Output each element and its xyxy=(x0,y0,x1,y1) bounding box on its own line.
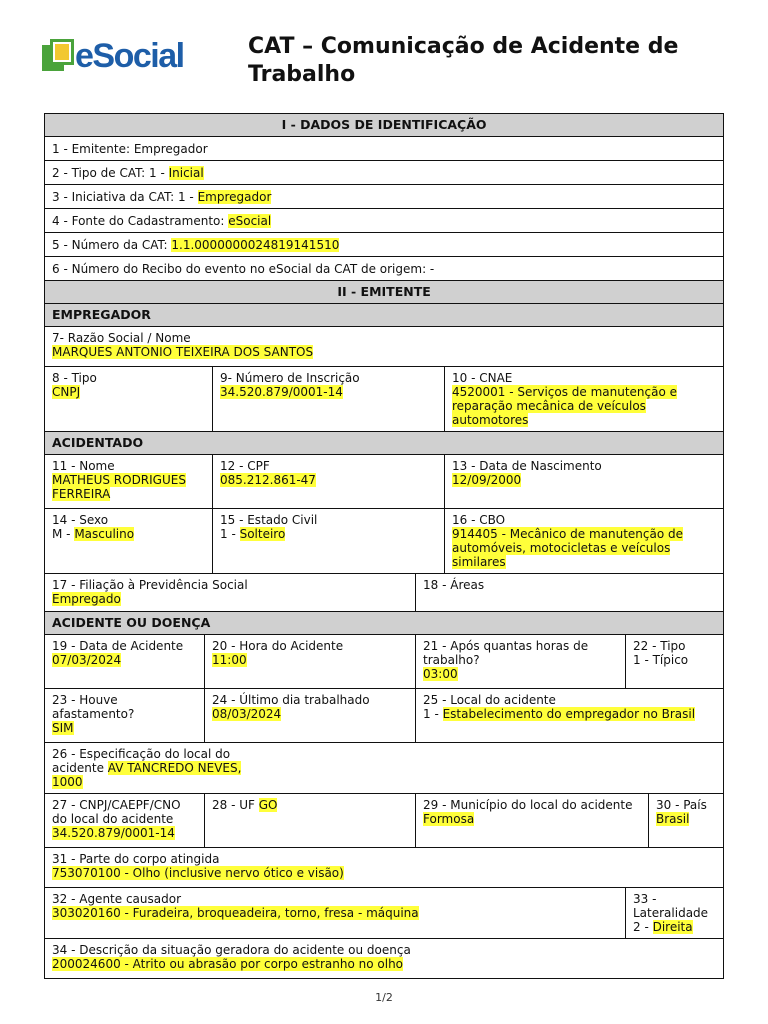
field-cnpj-local: 27 - CNPJ/CAEPF/CNO do local do acidente 34.520.879/0001-14 xyxy=(45,794,205,848)
data-acidente-value: 07/03/2024 xyxy=(52,653,122,667)
numero-cat-value: 1.1.0000000024819141510 xyxy=(171,238,340,252)
field-areas: 18 - Áreas xyxy=(416,574,724,612)
especificacao-local-value: AV TANCREDO NEVES, 1000 xyxy=(52,761,242,789)
subsection-acidente: ACIDENTE OU DOENÇA xyxy=(45,612,724,635)
field-especificacao-local: 26 - Especificação do local do acidente AV TANCREDO NEVES, 1000 xyxy=(45,743,724,794)
parte-corpo-value: 753070100 - Olho (inclusive nervo ótico e visão) xyxy=(52,866,344,880)
field-cpf: 12 - CPF 085.212.861-47 xyxy=(213,455,445,509)
page-title: CAT – Comunicação de Acidente de Trabalho xyxy=(248,34,679,87)
tipo-cat-value: Inicial xyxy=(168,166,204,180)
field-recibo: 6 - Número do Recibo do evento no eSocial da CAT de origem: - xyxy=(45,257,724,281)
numero-inscricao-value: 34.520.879/0001-14 xyxy=(220,385,343,399)
field-data-acidente: 19 - Data de Acidente 07/03/2024 xyxy=(45,635,205,689)
pais-value: Brasil xyxy=(656,812,690,826)
field-pais: 30 - País Brasil xyxy=(649,794,724,848)
esocial-logo-icon xyxy=(42,39,74,73)
cnpj-local-value: 34.520.879/0001-14 xyxy=(52,826,175,840)
field-cnae: 10 - CNAE 4520001 - Serviços de manutenção e reparação mecânica de veículos automotores xyxy=(445,367,724,432)
field-razao-social: 7- Razão Social / Nome MARQUES ANTONIO TEIXEIRA DOS SANTOS xyxy=(45,327,724,367)
field-hora-acidente: 20 - Hora do Acidente 11:00 xyxy=(205,635,416,689)
tipo-inscricao-value: CNPJ xyxy=(52,385,81,399)
lateralidade-value: Direita xyxy=(652,920,693,934)
fonte-value: eSocial xyxy=(228,214,272,228)
horas-trabalho-value: 03:00 xyxy=(423,667,458,681)
field-local-acidente: 25 - Local do acidente 1 - Estabelecimento do empregador no Brasil xyxy=(416,689,724,743)
field-filiacao: 17 - Filiação à Previdência Social Empregado xyxy=(45,574,416,612)
iniciativa-value: Empregador xyxy=(197,190,272,204)
section-identificacao: I - DADOS DE IDENTIFICAÇÃO xyxy=(45,114,724,137)
razao-social-value: MARQUES ANTONIO TEIXEIRA DOS SANTOS xyxy=(52,345,314,359)
cbo-value: 914405 - Mecânico de manutenção de automóveis, motocicletas e veículos similares xyxy=(452,527,684,569)
municipio-value: Formosa xyxy=(423,812,475,826)
field-data-nascimento: 13 - Data de Nascimento 12/09/2000 xyxy=(445,455,724,509)
field-iniciativa: 3 - Iniciativa da CAT: 1 - Empregador xyxy=(45,185,724,209)
field-cbo: 16 - CBO 914405 - Mecânico de manutenção de automóveis, motocicletas e veículos similares xyxy=(445,509,724,574)
estado-civil-value: Solteiro xyxy=(239,527,286,541)
section-emitente: II - EMITENTE xyxy=(45,281,724,304)
descricao-value: 200024600 - Atrito ou abrasão por corpo estranho no olho xyxy=(52,957,404,971)
field-sexo: 14 - Sexo M - Masculino xyxy=(45,509,213,574)
field-agente-causador: 32 - Agente causador 303020160 - Furadeira, broqueadeira, torno, fresa - máquina xyxy=(45,888,626,939)
filiacao-value: Empregado xyxy=(52,592,121,606)
ultimo-dia-value: 08/03/2024 xyxy=(212,707,282,721)
field-horas-trabalho: 21 - Após quantas horas de trabalho? 03:00 xyxy=(416,635,626,689)
agente-causador-value: 303020160 - Furadeira, broqueadeira, torno, fresa - máquina xyxy=(52,906,419,920)
field-numero-inscricao: 9- Número de Inscrição 34.520.879/0001-14 xyxy=(213,367,445,432)
sexo-value: Masculino xyxy=(74,527,135,541)
field-tipo-inscricao: 8 - Tipo CNPJ xyxy=(45,367,213,432)
esocial-logo xyxy=(42,37,184,75)
nome-value: MATHEUS RODRIGUES FERREIRA xyxy=(52,473,186,501)
field-nome: 11 - Nome MATHEUS RODRIGUES FERREIRA xyxy=(45,455,213,509)
cat-form xyxy=(44,113,724,979)
subsection-empregador: EMPREGADOR xyxy=(45,304,724,327)
document-header xyxy=(0,0,768,112)
field-tipo-acidente: 22 - Tipo 1 - Típico xyxy=(626,635,724,689)
tipo-acidente-value: 1 - Típico xyxy=(633,653,689,667)
field-estado-civil: 15 - Estado Civil 1 - Solteiro xyxy=(213,509,445,574)
page-number: 1/2 xyxy=(375,991,393,1004)
field-fonte: 4 - Fonte do Cadastramento: eSocial xyxy=(45,209,724,233)
field-afastamento: 23 - Houve afastamento? SIM xyxy=(45,689,205,743)
subsection-acidentado: ACIDENTADO xyxy=(45,432,724,455)
field-parte-corpo: 31 - Parte do corpo atingida 753070100 - Olho (inclusive nervo ótico e visão) xyxy=(45,848,724,888)
field-emitente: 1 - Emitente: Empregador xyxy=(45,137,724,161)
logo-text: eSocial xyxy=(75,37,184,75)
cpf-value: 085.212.861-47 xyxy=(220,473,316,487)
afastamento-value: SIM xyxy=(52,721,74,735)
field-lateralidade: 33 - Lateralidade 2 - Direita xyxy=(626,888,724,939)
hora-acidente-value: 11:00 xyxy=(212,653,247,667)
cnae-value: 4520001 - Serviços de manutenção e reparação mecânica de veículos automotores xyxy=(452,385,678,427)
field-tipo-cat: 2 - Tipo de CAT: 1 - Inicial xyxy=(45,161,724,185)
field-descricao: 34 - Descrição da situação geradora do acidente ou doença 200024600 - Atrito ou abrasão por corpo estranho no olho xyxy=(45,939,724,979)
field-ultimo-dia: 24 - Último dia trabalhado 08/03/2024 xyxy=(205,689,416,743)
local-acidente-value: Estabelecimento do empregador no Brasil xyxy=(442,707,696,721)
field-numero-cat: 5 - Número da CAT: 1.1.0000000024819141510 xyxy=(45,233,724,257)
field-uf: 28 - UF GO xyxy=(205,794,416,848)
uf-value: GO xyxy=(258,798,278,812)
field-municipio: 29 - Município do local do acidente Formosa xyxy=(416,794,649,848)
data-nascimento-value: 12/09/2000 xyxy=(452,473,522,487)
